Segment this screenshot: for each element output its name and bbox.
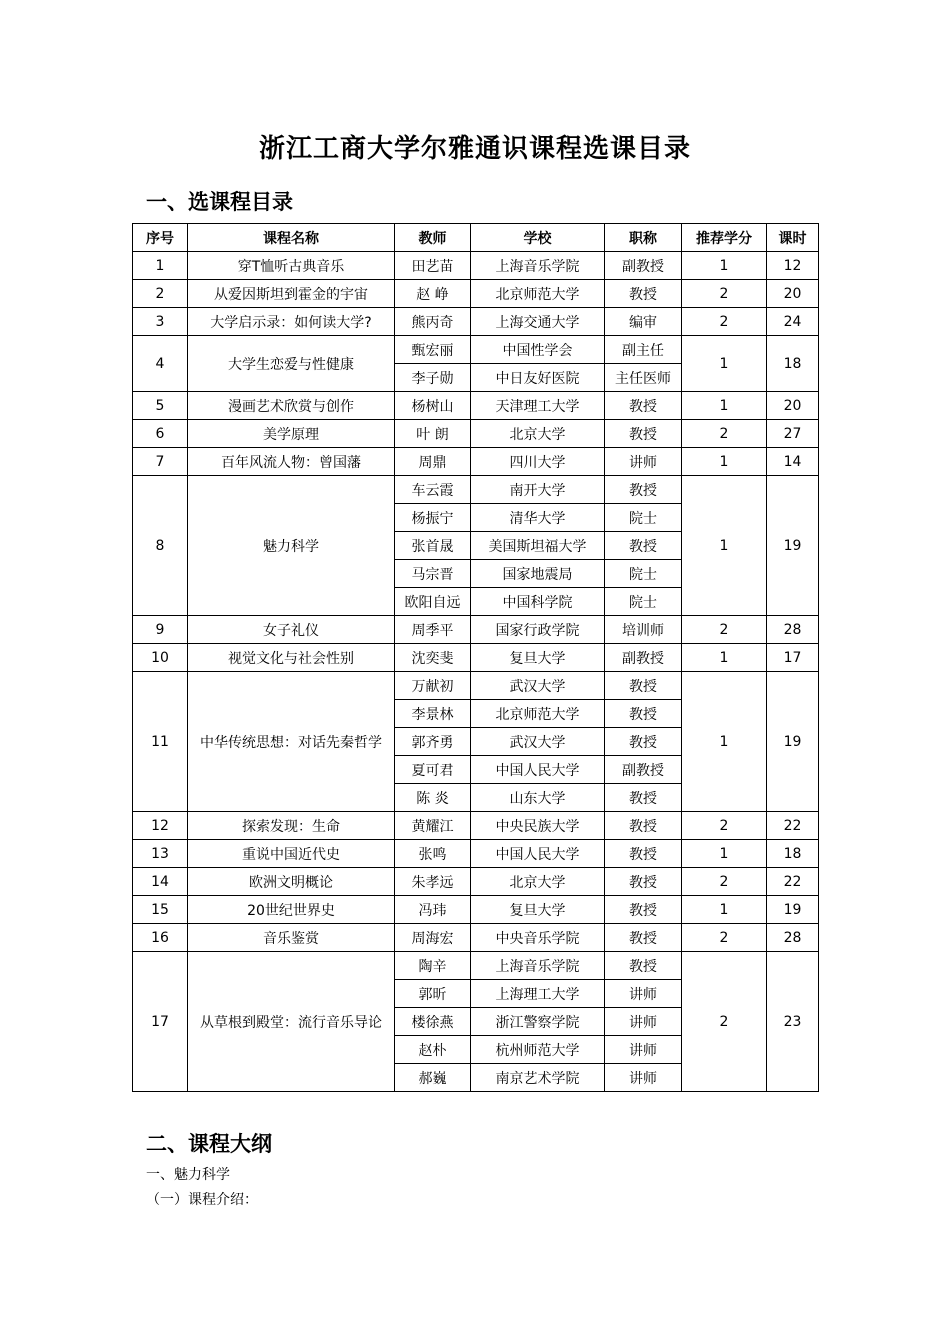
cell-teacher: 周海宏 <box>395 924 471 952</box>
section-heading-syllabus: 二、课程大纲 <box>146 1131 272 1156</box>
cell-credit: 1 <box>682 840 767 868</box>
cell-course-name: 美学原理 <box>188 420 395 448</box>
cell-hours: 18 <box>767 336 819 392</box>
cell-hours: 27 <box>767 420 819 448</box>
cell-hours: 24 <box>767 308 819 336</box>
cell-rank: 培训师 <box>605 616 682 644</box>
cell-teacher: 李景林 <box>395 700 471 728</box>
cell-number: 17 <box>133 952 188 1092</box>
cell-rank: 教授 <box>605 924 682 952</box>
cell-rank: 教授 <box>605 280 682 308</box>
cell-hours: 19 <box>767 476 819 616</box>
cell-teacher: 沈奕斐 <box>395 644 471 672</box>
section-heading-course-list: 一、选课程目录 <box>146 189 293 214</box>
cell-teacher: 周季平 <box>395 616 471 644</box>
cell-teacher: 陈 炎 <box>395 784 471 812</box>
cell-course-name: 探索发现：生命 <box>188 812 395 840</box>
cell-school: 武汉大学 <box>471 728 605 756</box>
header-number: 序号 <box>133 224 188 252</box>
cell-rank: 院士 <box>605 560 682 588</box>
cell-rank: 教授 <box>605 840 682 868</box>
cell-course-name: 从爱因斯坦到霍金的宇宙 <box>188 280 395 308</box>
table-row <box>133 812 819 840</box>
cell-credit: 2 <box>682 868 767 896</box>
cell-rank: 副教授 <box>605 644 682 672</box>
cell-school: 四川大学 <box>471 448 605 476</box>
cell-teacher: 郝巍 <box>395 1064 471 1092</box>
cell-teacher: 李子勋 <box>395 364 471 392</box>
cell-school: 中国性学会 <box>471 336 605 364</box>
cell-rank: 教授 <box>605 784 682 812</box>
cell-teacher: 郭齐勇 <box>395 728 471 756</box>
cell-teacher: 楼徐燕 <box>395 1008 471 1036</box>
cell-course-name: 百年风流人物：曾国藩 <box>188 448 395 476</box>
cell-teacher: 冯玮 <box>395 896 471 924</box>
cell-teacher: 万献初 <box>395 672 471 700</box>
cell-rank: 副教授 <box>605 252 682 280</box>
cell-school: 中央民族大学 <box>471 812 605 840</box>
cell-hours: 17 <box>767 644 819 672</box>
cell-number: 8 <box>133 476 188 616</box>
cell-hours: 22 <box>767 868 819 896</box>
cell-rank: 教授 <box>605 420 682 448</box>
table-row <box>133 840 819 868</box>
cell-number: 6 <box>133 420 188 448</box>
cell-number: 14 <box>133 868 188 896</box>
header-hours: 课时 <box>767 224 819 252</box>
cell-teacher: 夏可君 <box>395 756 471 784</box>
cell-rank: 主任医师 <box>605 364 682 392</box>
cell-hours: 14 <box>767 448 819 476</box>
cell-school: 浙江警察学院 <box>471 1008 605 1036</box>
table-row <box>133 672 819 700</box>
cell-course-name: 重说中国近代史 <box>188 840 395 868</box>
cell-course-name: 大学启示录：如何读大学? <box>188 308 395 336</box>
cell-credit: 2 <box>682 280 767 308</box>
cell-number: 16 <box>133 924 188 952</box>
cell-school: 北京大学 <box>471 868 605 896</box>
cell-hours: 22 <box>767 812 819 840</box>
cell-rank: 副主任 <box>605 336 682 364</box>
cell-credit: 1 <box>682 252 767 280</box>
cell-hours: 28 <box>767 616 819 644</box>
header-school: 学校 <box>471 224 605 252</box>
cell-hours: 12 <box>767 252 819 280</box>
cell-school: 山东大学 <box>471 784 605 812</box>
cell-course-name: 音乐鉴赏 <box>188 924 395 952</box>
cell-teacher: 郭昕 <box>395 980 471 1008</box>
header-teacher: 教师 <box>395 224 471 252</box>
cell-teacher: 陶辛 <box>395 952 471 980</box>
cell-hours: 19 <box>767 896 819 924</box>
cell-school: 武汉大学 <box>471 672 605 700</box>
cell-teacher: 杨树山 <box>395 392 471 420</box>
cell-credit: 1 <box>682 448 767 476</box>
cell-rank: 院士 <box>605 588 682 616</box>
cell-rank: 教授 <box>605 532 682 560</box>
outline-item: 一、魅力科学 <box>146 1167 230 1183</box>
table-row <box>133 616 819 644</box>
table-row <box>133 924 819 952</box>
cell-teacher: 张鸣 <box>395 840 471 868</box>
header-credit: 推荐学分 <box>682 224 767 252</box>
cell-teacher: 甄宏丽 <box>395 336 471 364</box>
cell-credit: 1 <box>682 476 767 616</box>
table-row <box>133 280 819 308</box>
cell-rank: 教授 <box>605 868 682 896</box>
table-row <box>133 336 819 364</box>
cell-rank: 讲师 <box>605 1036 682 1064</box>
cell-school: 杭州师范大学 <box>471 1036 605 1064</box>
cell-credit: 1 <box>682 336 767 392</box>
cell-school: 复旦大学 <box>471 644 605 672</box>
cell-school: 中央音乐学院 <box>471 924 605 952</box>
cell-number: 4 <box>133 336 188 392</box>
cell-course-name: 漫画艺术欣赏与创作 <box>188 392 395 420</box>
cell-rank: 讲师 <box>605 448 682 476</box>
cell-teacher: 田艺苗 <box>395 252 471 280</box>
cell-rank: 院士 <box>605 504 682 532</box>
cell-credit: 2 <box>682 812 767 840</box>
cell-course-name: 中华传统思想：对话先秦哲学 <box>188 672 395 812</box>
table-row <box>133 476 819 504</box>
cell-rank: 教授 <box>605 700 682 728</box>
cell-teacher: 车云霞 <box>395 476 471 504</box>
cell-hours: 19 <box>767 672 819 812</box>
cell-hours: 28 <box>767 924 819 952</box>
cell-school: 天津理工大学 <box>471 392 605 420</box>
cell-number: 9 <box>133 616 188 644</box>
cell-hours: 20 <box>767 392 819 420</box>
cell-number: 2 <box>133 280 188 308</box>
header-title: 职称 <box>605 224 682 252</box>
cell-rank: 讲师 <box>605 1008 682 1036</box>
cell-rank: 教授 <box>605 952 682 980</box>
cell-number: 10 <box>133 644 188 672</box>
table-row <box>133 252 819 280</box>
cell-rank: 教授 <box>605 672 682 700</box>
course-table <box>132 223 819 1092</box>
cell-teacher: 杨振宁 <box>395 504 471 532</box>
cell-number: 7 <box>133 448 188 476</box>
cell-credit: 2 <box>682 616 767 644</box>
cell-credit: 2 <box>682 308 767 336</box>
header-course-name: 课程名称 <box>188 224 395 252</box>
table-row <box>133 952 819 980</box>
cell-rank: 副教授 <box>605 756 682 784</box>
cell-school: 上海音乐学院 <box>471 252 605 280</box>
cell-school: 中日友好医院 <box>471 364 605 392</box>
cell-hours: 23 <box>767 952 819 1092</box>
cell-number: 12 <box>133 812 188 840</box>
cell-credit: 2 <box>682 924 767 952</box>
table-header-row <box>133 224 819 252</box>
cell-school: 北京师范大学 <box>471 700 605 728</box>
cell-course-name: 欧洲文明概论 <box>188 868 395 896</box>
cell-rank: 教授 <box>605 896 682 924</box>
cell-teacher: 朱孝远 <box>395 868 471 896</box>
cell-course-name: 女子礼仪 <box>188 616 395 644</box>
cell-rank: 教授 <box>605 812 682 840</box>
cell-school: 复旦大学 <box>471 896 605 924</box>
table-body <box>133 252 819 1092</box>
cell-course-name: 视觉文化与社会性别 <box>188 644 395 672</box>
cell-school: 国家行政学院 <box>471 616 605 644</box>
table-row <box>133 868 819 896</box>
cell-teacher: 黄耀江 <box>395 812 471 840</box>
cell-teacher: 赵 峥 <box>395 280 471 308</box>
cell-school: 美国斯坦福大学 <box>471 532 605 560</box>
cell-teacher: 叶 朗 <box>395 420 471 448</box>
cell-school: 南京艺术学院 <box>471 1064 605 1092</box>
cell-rank: 编审 <box>605 308 682 336</box>
cell-credit: 1 <box>682 644 767 672</box>
cell-number: 3 <box>133 308 188 336</box>
cell-number: 1 <box>133 252 188 280</box>
cell-rank: 讲师 <box>605 980 682 1008</box>
cell-credit: 1 <box>682 896 767 924</box>
cell-school: 南开大学 <box>471 476 605 504</box>
cell-school: 国家地震局 <box>471 560 605 588</box>
table-row <box>133 392 819 420</box>
cell-school: 上海交通大学 <box>471 308 605 336</box>
cell-rank: 教授 <box>605 392 682 420</box>
cell-course-name: 穿T恤听古典音乐 <box>188 252 395 280</box>
cell-rank: 讲师 <box>605 1064 682 1092</box>
outline-subitem: （一）课程介绍： <box>146 1192 258 1208</box>
table-row <box>133 644 819 672</box>
cell-hours: 20 <box>767 280 819 308</box>
cell-teacher: 张首晟 <box>395 532 471 560</box>
page-title: 浙江工商大学尔雅通识课程选课目录 <box>258 134 691 164</box>
table-row <box>133 448 819 476</box>
cell-credit: 1 <box>682 392 767 420</box>
cell-course-name: 20世纪世界史 <box>188 896 395 924</box>
cell-number: 15 <box>133 896 188 924</box>
table-row <box>133 420 819 448</box>
cell-teacher: 马宗晋 <box>395 560 471 588</box>
cell-school: 中国人民大学 <box>471 840 605 868</box>
cell-course-name: 从草根到殿堂：流行音乐导论 <box>188 952 395 1092</box>
cell-hours: 18 <box>767 840 819 868</box>
cell-course-name: 魅力科学 <box>188 476 395 616</box>
cell-teacher: 周鼎 <box>395 448 471 476</box>
cell-course-name: 大学生恋爱与性健康 <box>188 336 395 392</box>
cell-teacher: 赵朴 <box>395 1036 471 1064</box>
cell-school: 上海音乐学院 <box>471 952 605 980</box>
cell-number: 5 <box>133 392 188 420</box>
cell-school: 上海理工大学 <box>471 980 605 1008</box>
cell-school: 中国人民大学 <box>471 756 605 784</box>
cell-credit: 1 <box>682 672 767 812</box>
cell-number: 13 <box>133 840 188 868</box>
cell-school: 清华大学 <box>471 504 605 532</box>
cell-school: 中国科学院 <box>471 588 605 616</box>
cell-credit: 2 <box>682 952 767 1092</box>
cell-credit: 2 <box>682 420 767 448</box>
table-row <box>133 896 819 924</box>
cell-teacher: 熊丙奇 <box>395 308 471 336</box>
cell-number: 11 <box>133 672 188 812</box>
cell-rank: 教授 <box>605 476 682 504</box>
cell-school: 北京师范大学 <box>471 280 605 308</box>
cell-rank: 教授 <box>605 728 682 756</box>
cell-school: 北京大学 <box>471 420 605 448</box>
table-row <box>133 308 819 336</box>
cell-teacher: 欧阳自远 <box>395 588 471 616</box>
